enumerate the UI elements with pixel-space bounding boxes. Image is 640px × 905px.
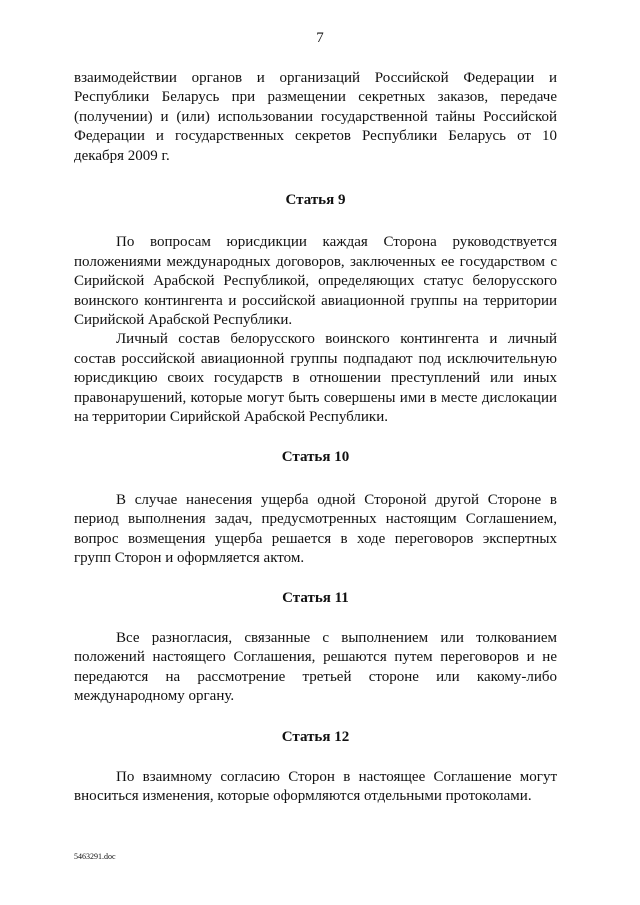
page-number: 7 xyxy=(316,30,324,46)
article-9-paragraph-1: По вопросам юрисдикции каждая Сторона руководствуется положениями международных договоров, заключенных ее государством с Сирийской Арабской Республикой, определяющих статус белорусского воинского контингента и российской авиационной группы на территории Сирийской Арабской Республики. xyxy=(74,234,557,329)
article-9-paragraph-2: Личный состав белорусского воинского контингента и личный состав российской авиационной группы подпадают под исключительную юрисдикцию своих государств в отношении преступлений или иных правонарушений, которые могут быть совершены ими в месте дислокации на территории Сирийской Арабской Республики. xyxy=(74,331,557,426)
document-body xyxy=(74,69,557,807)
article-12-heading: Статья 12 xyxy=(281,728,350,745)
article-10-paragraph-1: В случае нанесения ущерба одной Стороной другой Стороне в период выполнения задач, предусмотренных настоящим Соглашением, вопрос возмещения ущерба решается в ходе переговоров экспертных групп Сторон и оформляется актом. xyxy=(74,491,557,567)
article-11-paragraph-1: Все разногласия, связанные с выполнением или толкованием положений настоящего Соглашения, решаются путем переговоров и не передаются на рассмотрение третьей стороне или какому-либо международному органу. xyxy=(74,629,557,705)
article-10-heading: Статья 10 xyxy=(281,448,350,465)
article-11-heading: Статья 11 xyxy=(282,589,349,606)
article-9-heading: Статья 9 xyxy=(285,192,346,209)
intro-paragraph: взаимодействии органов и организаций Российской Федерации и Республики Беларусь при размещении секретных заказов, передаче (получении) и (или) использовании государственной тайны Российской Федерации и государственных секретов Республики Беларусь от 10 декабря 2009 г. xyxy=(74,70,557,164)
footer-filename: 5463291.doc xyxy=(74,852,116,861)
article-12-paragraph-1: По взаимному согласию Сторон в настоящее Соглашение могут вноситься изменения, которые оформляются отдельными протоколами. xyxy=(74,768,557,805)
